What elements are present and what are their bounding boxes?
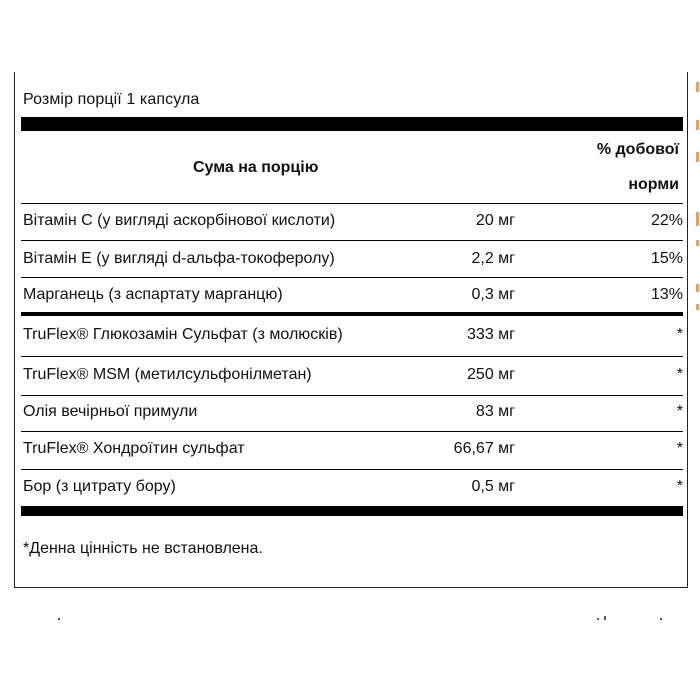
table-row bbox=[23, 212, 683, 234]
row-divider bbox=[21, 240, 683, 241]
table-row bbox=[23, 478, 683, 500]
nutrient-name: TruFlex® Хондроїтин сульфат bbox=[23, 440, 245, 457]
nutrient-name: TruFlex® Глюкозамін Сульфат (з молюсків) bbox=[23, 326, 343, 343]
stray-mark bbox=[660, 618, 662, 620]
table-row bbox=[23, 440, 683, 462]
nutrient-name: Марганець (з аспартату марганцю) bbox=[23, 286, 283, 303]
header-rule bbox=[21, 203, 683, 204]
stray-mark bbox=[597, 618, 599, 620]
nutrient-amount: 0,5 мг bbox=[471, 478, 515, 495]
nutrient-name: Вітамін С (у вигляді аскорбінової кислоти) bbox=[23, 212, 336, 229]
nutrient-amount: 333 мг bbox=[467, 326, 515, 343]
edge-accent bbox=[696, 152, 699, 162]
edge-accent bbox=[696, 82, 699, 92]
nutrient-daily-value: 22% bbox=[650, 212, 683, 229]
table-row bbox=[23, 250, 683, 272]
nutrient-daily-value: * bbox=[676, 326, 683, 343]
row-divider bbox=[21, 277, 683, 278]
nutrient-amount: 20 мг bbox=[475, 212, 515, 229]
table-row bbox=[23, 366, 683, 388]
nutrient-daily-value: 15% bbox=[650, 250, 683, 267]
nutrient-amount: 83 мг bbox=[475, 403, 515, 420]
header-amount-per-serving: Сума на порцію bbox=[193, 159, 319, 176]
edge-accent bbox=[696, 212, 699, 226]
nutrient-daily-value: * bbox=[676, 366, 683, 383]
supplement-facts-panel bbox=[14, 72, 688, 588]
nutrient-daily-value: 13% bbox=[650, 286, 683, 303]
stray-mark bbox=[58, 618, 60, 620]
nutrient-name: Вітамін E (у вигляді d-альфа-токоферолу) bbox=[23, 250, 335, 267]
edge-accent bbox=[696, 240, 699, 246]
row-divider bbox=[21, 395, 683, 396]
nutrient-daily-value: * bbox=[676, 478, 683, 495]
nutrient-amount: 66,67 мг bbox=[453, 440, 515, 457]
edge-accent bbox=[696, 120, 699, 130]
edge-accent bbox=[696, 284, 699, 292]
row-divider bbox=[21, 469, 683, 470]
stray-mark bbox=[604, 616, 606, 620]
row-divider bbox=[21, 431, 683, 432]
nutrient-name: Бор (з цитрату бору) bbox=[23, 478, 176, 495]
nutrient-amount: 0,3 мг bbox=[471, 286, 515, 303]
serving-size: Розмір порції 1 капсула bbox=[23, 91, 200, 108]
table-row bbox=[23, 286, 683, 308]
header-daily-value-line1: % добової bbox=[596, 141, 679, 158]
nutrient-daily-value: * bbox=[676, 403, 683, 420]
nutrient-daily-value: * bbox=[676, 440, 683, 457]
section-rule bbox=[21, 312, 683, 316]
nutrient-name: TruFlex® MSM (метилсульфонілметан) bbox=[23, 366, 312, 383]
nutrient-amount: 2,2 мг bbox=[471, 250, 515, 267]
nutrient-name: Олія вечірньої примули bbox=[23, 403, 198, 420]
footnote: *Денна цінність не встановлена. bbox=[23, 540, 263, 557]
table-row bbox=[23, 326, 683, 348]
header-daily-value-line2: норми bbox=[628, 176, 679, 193]
top-thick-rule bbox=[21, 117, 683, 131]
table-row bbox=[23, 403, 683, 425]
row-divider bbox=[21, 356, 683, 357]
bottom-thick-rule bbox=[21, 506, 683, 516]
nutrient-amount: 250 мг bbox=[467, 366, 515, 383]
edge-accent bbox=[696, 304, 699, 310]
